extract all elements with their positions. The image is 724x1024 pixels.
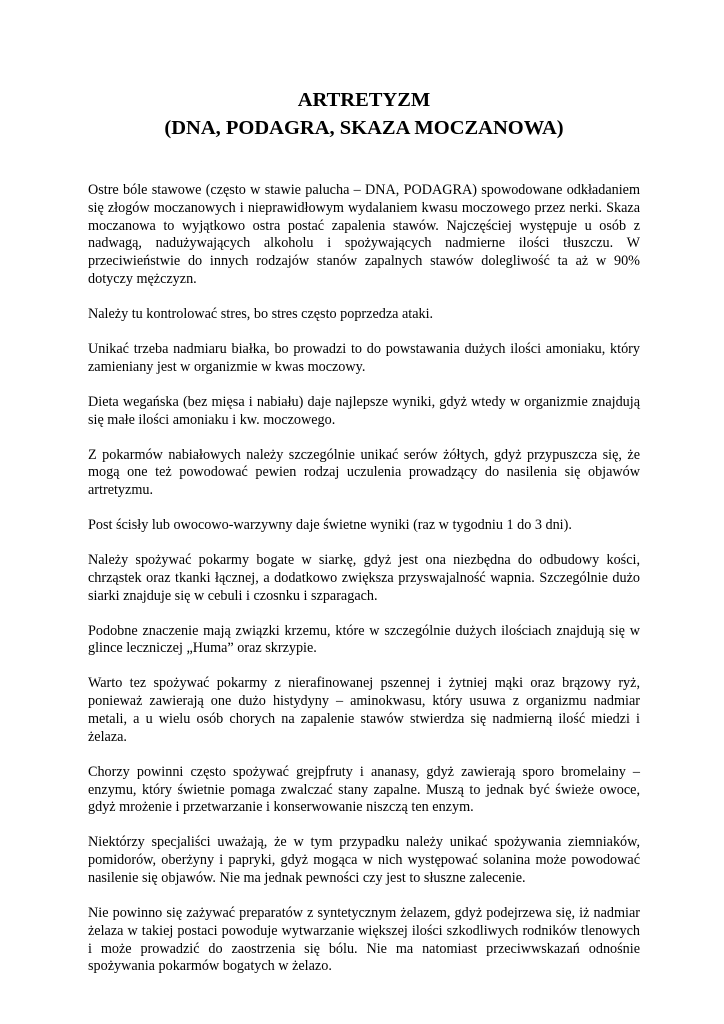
document-page [88,86,640,993]
title-line-2: (DNA, PODAGRA, SKAZA MOCZANOWA) [164,117,564,139]
paragraph-silicon: Podobne znaczenie mają związki krzemu, które w szczególnie dużych ilościach znajdują się w glince leczniczej „Huma” oraz skrzypie. [88,622,640,657]
paragraph-iron: Nie powinno się zażywać preparatów z syntetycznym żelazem, gdyż podejrzewa się, iż nadmiar żelaza w takiej postaci powoduje wytwarzanie większej ilości szkodliwych rodników tlenowych i może prowadzić do zaostrzenia się bólu. Nie ma natomiast przeciwwskazań odnośnie spożywania pokarmów bogatych w żelazo. [88,904,640,975]
paragraph-intro: Ostre bóle stawowe (często w stawie palucha – DNA, PODAGRA) spowodowane odkładaniem się złogów moczanowych i nieprawidłowym wydalaniem kwasu moczowego przez nerki. Skaza moczanowa to wyjątkowo ostra postać zapalenia stawów. Najczęściej występuje u osób z nadwagą, nadużywających alkoholu i spożywających nadmierne ilości tłuszczu. W przeciwieństwie do innych rodzajów stanów zapalnych stawów dolegliwość ta aż w 90% dotyczy mężczyzn. [88,182,640,287]
paragraph-fasting: Post ścisły lub owocowo-warzywny daje świetne wyniki (raz w tygodniu 1 do 3 dni). [88,517,572,534]
document-title [88,86,640,142]
paragraph-sulfur: Należy spożywać pokarmy bogate w siarkę, gdyż jest ona niezbędna do odbudowy kości, chrząstek oraz tkanki łącznej, a dodatkowo zwiększa przyswajalność wapnia. Szczególnie dużo siarki znajduje się w cebuli i czosnku i szparagach. [88,552,640,604]
title-line-1: ARTRETYZM [297,89,431,111]
paragraph-protein: Unikać trzeba nadmiaru białka, bo prowadzi to do powstawania dużych ilości amoniaku, który zamieniany jest w organizmie w kwas moczowy. [88,340,640,375]
paragraph-whole-grain: Warto tez spożywać pokarmy z nierafinowanej pszennej i żytniej mąki oraz brązowy ryż, ponieważ zawierają one dużo histydyny – aminokwasu, który usuwa z organizmu nadmiar metali, a u wielu osób chorych na zapalenie stawów stwierdza się nadmierną ilość miedzi i żelaza. [88,675,640,745]
paragraph-nightshades: Niektórzy specjaliści uważają, że w tym przypadku należy unikać spożywania ziemniaków, pomidorów, oberżyny i papryki, gdyż mogąca w nich występować solanina może powodować nasilenie się objawów. Nie ma jednak pewności czy jest to słuszne zalecenie. [88,834,640,886]
document-body [88,182,640,976]
paragraph-vegan-diet: Dieta wegańska (bez mięsa i nabiału) daje najlepsze wyniki, gdyż wtedy w organizmie znajdują się małe ilości amoniaku i kw. moczowego. [88,393,640,428]
paragraph-fruits: Chorzy powinni często spożywać grejpfruty i ananasy, gdyż zawierają sporo bromelainy – enzymu, który świetnie pomaga zwalczać stany zapalne. Muszą to jednak być świeże owoce, gdyż mrożenie i przetwarzanie i konserwowanie niszczą ten enzym. [88,763,640,816]
paragraph-dairy: Z pokarmów nabiałowych należy szczególnie unikać serów żółtych, gdyż przypuszcza się, że mogą one też powodować pewien rodzaj uczulenia prowadzący do nasilenia się objawów artretyzmu. [88,446,640,499]
paragraph-stress: Należy tu kontrolować stres, bo stres często poprzedza ataki. [88,305,434,322]
